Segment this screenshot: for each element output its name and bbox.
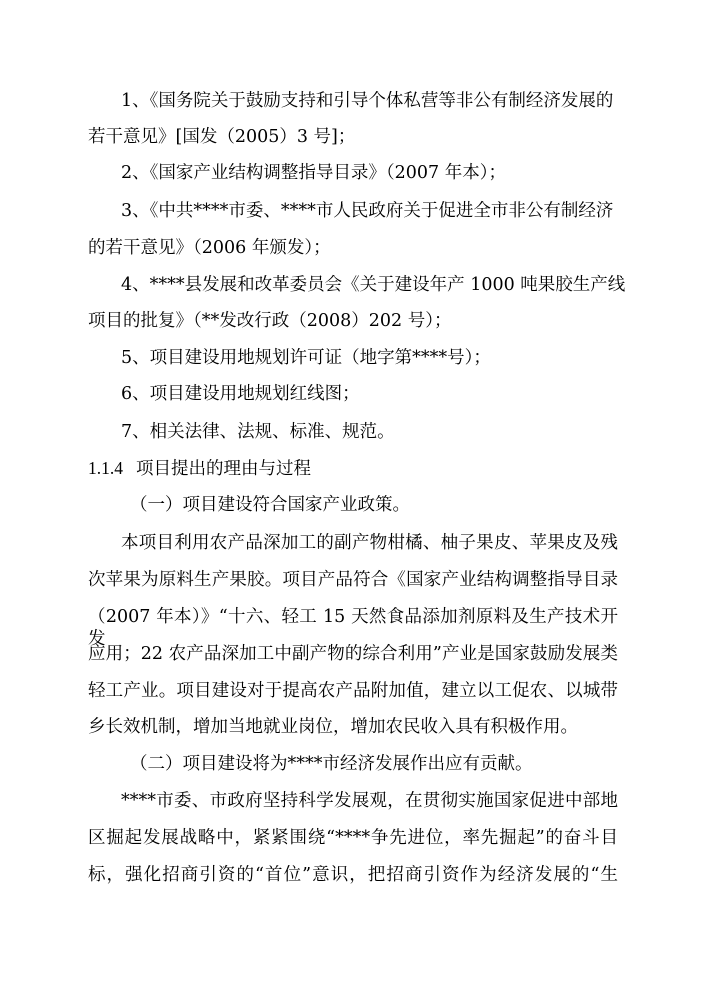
reference-1-line-1: 1、《国务院关于鼓励支持和引导个体私营等非公有制经济发展的: [121, 91, 614, 111]
section-title: 项目提出的理由与过程: [136, 459, 311, 479]
reference-2: 2、《国家产业结构调整指导目录》（2007 年本）；: [121, 163, 506, 183]
reference-6: 6、项目建设用地规划红线图；: [121, 384, 360, 404]
paragraph-2-line-1: ****市委、市政府坚持科学发展观，在贯彻实施国家促进中部地: [121, 791, 618, 811]
paragraph-1-line-3: （2007 年本）》“十六、轻工 15 天然食品添加剂原料及生产技术开发: [88, 607, 618, 649]
paragraph-1-line-1: 本项目利用农产品深加工的副产物柑橘、柚子果皮、苹果皮及残: [121, 533, 618, 553]
reference-1-line-2: 若干意见》[国发（2005）3 号]；: [88, 127, 356, 147]
reference-3-line-1: 3、《中共****市委、****市人民政府关于促进全市非公有制经济: [121, 201, 614, 221]
section-number: 1.1.4: [88, 458, 123, 478]
reference-4-line-2: 项目的批复》（**发改行政（2008）202 号）；: [88, 311, 452, 331]
paragraph-2-line-2: 区掘起发展战略中，紧紧围绕“****争先进位，率先掘起”的奋斗目: [88, 828, 618, 848]
reference-5: 5、项目建设用地规划许可证（地字第****号）；: [121, 348, 491, 368]
paragraph-1-line-2: 次苹果为原料生产果胶。项目产品符合《国家产业结构调整指导目录: [88, 570, 618, 590]
reference-7: 7、相关法律、法规、标准、规范。: [121, 422, 395, 442]
subsection-2-title: （二）项目建设将为****市经济发展作出应有贡献。: [130, 754, 533, 774]
reference-3-line-2: 的若干意见》（2006 年颁发）；: [88, 238, 331, 258]
reference-4-line-1: 4、****县发展和改革委员会《关于建设年产 1000 吨果胶生产线: [121, 275, 626, 295]
paragraph-2-line-3: 标，强化招商引资的“首位”意识，把招商引资作为经济发展的“生: [88, 865, 618, 885]
subsection-1-title: （一）项目建设符合国家产业政策。: [130, 495, 410, 515]
paragraph-1-line-6: 乡长效机制，增加当地就业岗位，增加农民收入具有积极作用。: [88, 717, 578, 737]
section-heading: [88, 457, 618, 480]
paragraph-1-line-4: 应用；22 农产品深加工中副产物的综合利用”产业是国家鼓励发展类: [88, 644, 618, 664]
paragraph-1-line-5: 轻工产业。项目建设对于提高农产品附加值，建立以工促农、以城带: [88, 681, 618, 701]
